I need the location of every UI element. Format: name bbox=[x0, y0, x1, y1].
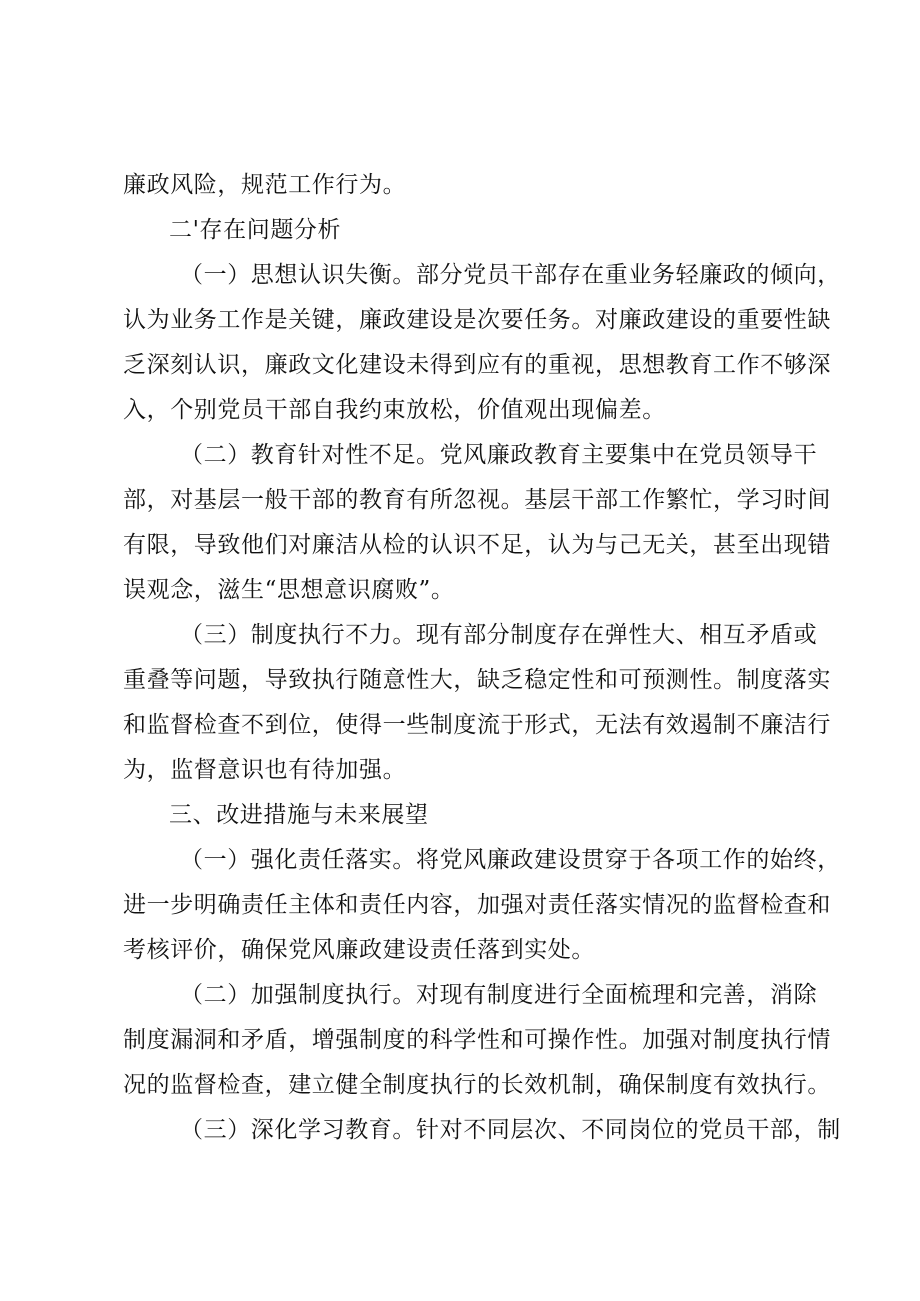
section-heading: 三、改进措施与未来展望 bbox=[169, 802, 429, 828]
body-text-line: 乏深刻认识，廉政文化建设未得到应有的重视，思想教育工作不够深 bbox=[123, 352, 831, 378]
body-text-line: 误观念，滋生“思想意识腐败”。 bbox=[123, 577, 455, 603]
body-text-line: 考核评价，确保党风廉政建设责任落到实处。 bbox=[123, 937, 595, 963]
body-text-line: （二）加强制度执行。对现有制度进行全面梳理和完善，消除 bbox=[180, 982, 818, 1008]
body-text-line: 为，监督意识也有待加强。 bbox=[123, 757, 407, 783]
body-text-line: 和监督检查不到位，使得一些制度流于形式，无法有效遏制不廉洁行 bbox=[123, 712, 831, 738]
body-text-line: （二）教育针对性不足。党风廉政教育主要集中在党员领导干 bbox=[180, 442, 818, 468]
body-text-line: 重叠等问题，导致执行随意性大，缺乏稳定性和可预测性。制度落实 bbox=[123, 667, 831, 693]
body-text-line: （一）强化责任落实。将党风廉政建设贯穿于各项工作的始终， bbox=[180, 847, 841, 873]
body-text-line: 部，对基层一般干部的教育有所忽视。基层干部工作繁忙，学习时间 bbox=[123, 487, 831, 513]
body-text-line: （三）制度执行不力。现有部分制度存在弹性大、相互矛盾或 bbox=[180, 622, 818, 648]
body-text-line: 况的监督检查，建立健全制度执行的长效机制，确保制度有效执行。 bbox=[123, 1072, 831, 1098]
body-text-line: 认为业务工作是关键，廉政建设是次要任务。对廉政建设的重要性缺 bbox=[123, 307, 831, 333]
body-text-line: 廉政风险，规范工作行为。 bbox=[123, 172, 407, 198]
body-text-line: 入，个别党员干部自我约束放松，价值观出现偏差。 bbox=[123, 397, 666, 423]
body-text-line: 进一步明确责任主体和责任内容，加强对责任落实情况的监督检查和 bbox=[123, 892, 831, 918]
body-text-line: 制度漏洞和矛盾，增强制度的科学性和可操作性。加强对制度执行情 bbox=[123, 1027, 831, 1053]
section-heading: 二'存在问题分析 bbox=[169, 217, 342, 243]
body-text-line: 有限，导致他们对廉洁从检的认识不足，认为与己无关，甚至出现错 bbox=[123, 532, 831, 558]
body-text-line: （一）思想认识失衡。部分党员干部存在重业务轻廉政的倾向， bbox=[180, 262, 841, 288]
body-text-line: （三）深化学习教育。针对不同层次、不同岗位的党员干部，制 bbox=[180, 1117, 841, 1143]
